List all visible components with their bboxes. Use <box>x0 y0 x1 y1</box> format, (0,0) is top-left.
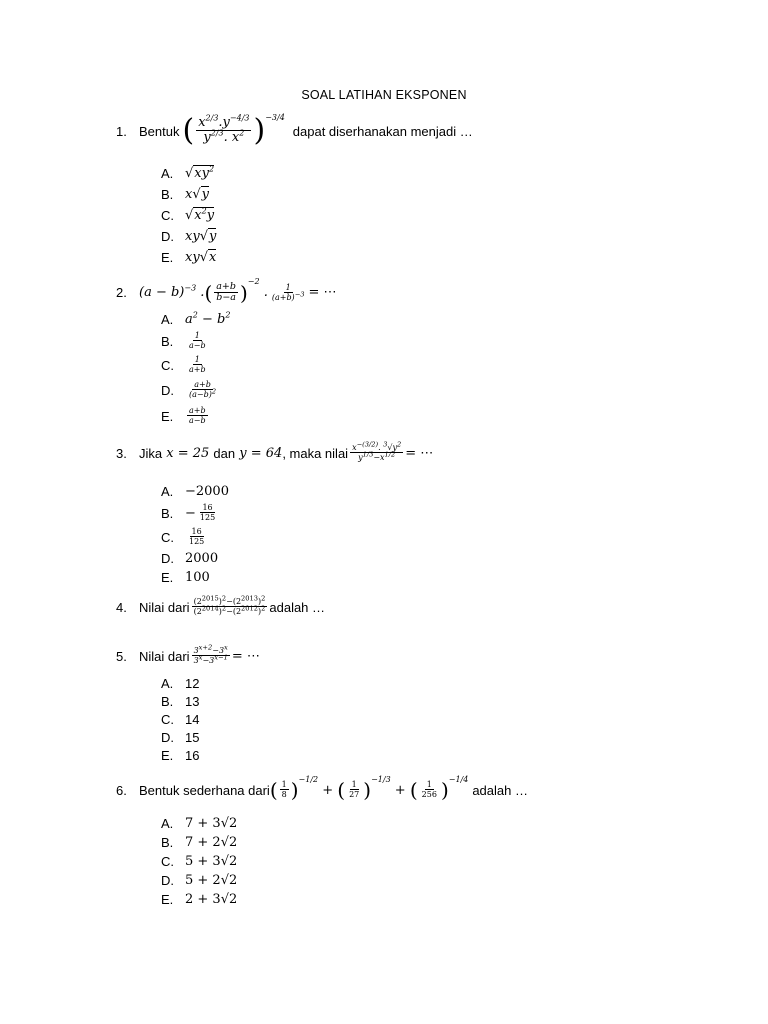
option-value: 7 + 2√2 <box>185 835 238 850</box>
option-item: B. 7 + 2√2 <box>161 835 238 850</box>
option-item: B. − $\frac{16}{125}$ <box>161 501 229 525</box>
option-value: xy√x <box>185 250 217 265</box>
option-value: − $\frac{16}{125}$ <box>185 502 216 523</box>
option-value: $\frac{1}{a+b}$ <box>189 354 206 375</box>
option-item: C. 14 <box>161 711 200 727</box>
option-value: 14 <box>185 711 200 727</box>
question-3: 3. Jika x = 25 dan y = 64 , maka nilai $\frac{x^{-(3/2)}. ^3√y^2}{y^{1/3}-x^{1/2}}$ = ⋯ <box>116 440 434 463</box>
option-item: A. $a^2 - b^2$ <box>161 310 231 327</box>
question-6 <box>116 775 528 802</box>
question-5 <box>116 643 260 666</box>
option-item: C. $√x^2y$ <box>161 206 215 223</box>
option-item: E. xy√x <box>161 250 217 265</box>
question-2: 2. $(a - b)^{-3}$ . ( $\frac{a+b}{b-a}$ ) −2 . $\frac{1}{(a+b)^{-3}}$ = ⋯ <box>116 277 337 305</box>
question-number: 5. <box>116 648 127 664</box>
option-value: 16 <box>185 747 200 763</box>
option-item: E. $\frac{a+b}{a-b}$ <box>161 405 206 426</box>
option-item: A. 12 <box>161 675 200 691</box>
expression-q1: ( <box>182 113 195 148</box>
question-prefix: Nilai dari <box>139 648 190 664</box>
question-suffix: adalah … <box>472 782 528 798</box>
question-prefix: Bentuk <box>139 123 180 139</box>
question-4 <box>116 594 326 617</box>
option-value: $√x^2y$ <box>185 206 215 223</box>
question-1: 1. Bentuk ( $\frac{x^{2/3}.y^{-4/3}}{y^{2/3}. x^2}$ ) −3/4 dapat diserhanakan menjadi … <box>116 113 473 148</box>
options-q6 <box>161 814 237 909</box>
option-item: D. 5 + 2√2 <box>161 873 238 888</box>
option-value: $\frac{a+b}{(a-b)^2}$ <box>189 379 217 400</box>
option-item: B. 13 <box>161 693 200 709</box>
option-item: C. 5 + 3√2 <box>161 854 238 869</box>
question-prefix: Jika <box>139 445 163 461</box>
question-number: 2. <box>116 285 127 301</box>
expression-q5: $\frac{3^{x+2}-3^x}{3^x-3^{x-1}}$ <box>193 643 228 666</box>
question-suffix: dapat diserhanakan menjadi … <box>292 123 473 139</box>
options-q3 <box>161 481 229 587</box>
question-prefix: Nilai dari <box>139 599 190 615</box>
option-item: B. x√y <box>161 187 209 202</box>
option-value: xy√y <box>185 229 217 244</box>
option-value: $\frac{16}{125}$ <box>189 526 205 547</box>
expression-q4: $\frac{(2^{2015})^2-(2^{2013})^2}{(2^{2014})^2-(2^{2012})^2}$ <box>193 594 266 617</box>
option-value: 13 <box>185 693 200 709</box>
expression-q6: ( $\frac{1}{8}$ ) −1/2 + ( $\frac{1}{27}$ ) −1/3 + ( $\frac{1}{256}$ ) −1/4 <box>269 775 469 802</box>
option-value: $√xy^2$ <box>185 164 215 181</box>
option-value: $\frac{a+b}{a-b}$ <box>189 405 206 426</box>
option-value: 5 + 3√2 <box>185 854 238 869</box>
question-suffix: = ⋯ <box>231 648 260 664</box>
option-item: D. xy√y <box>161 229 217 244</box>
options-q5 <box>161 674 199 764</box>
option-item: C. $\frac{16}{125}$ <box>161 526 205 547</box>
option-value: $\frac{1}{a-b}$ <box>189 330 206 351</box>
option-value: 2000 <box>185 551 219 566</box>
expression-q3: $\frac{x^{-(3/2)}. ^3√y^2}{y^{1/3}-x^{1/2}}$ <box>352 440 402 463</box>
option-item: A. $√xy^2$ <box>161 164 215 181</box>
question-suffix: adalah … <box>269 599 326 615</box>
option-item: D. 2000 <box>161 551 219 566</box>
option-value: 12 <box>185 675 200 691</box>
question-suffix: = ⋯ <box>308 285 337 301</box>
question-number: 4. <box>116 599 127 615</box>
option-value: 15 <box>185 729 200 745</box>
expression-q2: $(a - b)^{-3}$ . <box>139 284 205 301</box>
option-item: E. 100 <box>161 570 210 585</box>
option-item: E. 16 <box>161 747 200 763</box>
option-value: 2 + 3√2 <box>185 892 238 907</box>
option-value: 100 <box>185 570 210 585</box>
question-number: 6. <box>116 782 127 798</box>
option-item: E. 2 + 3√2 <box>161 892 238 907</box>
question-number: 3. <box>116 445 127 461</box>
option-value: −2000 <box>185 483 229 499</box>
option-item: B. $\frac{1}{a-b}$ <box>161 330 206 351</box>
question-number: 1. <box>116 123 127 139</box>
option-value: x√y <box>185 187 209 202</box>
option-item: C. $\frac{1}{a+b}$ <box>161 354 206 375</box>
options-q1 <box>161 163 216 268</box>
option-item: A. 7 + 3√2 <box>161 816 238 831</box>
option-value: 7 + 3√2 <box>185 816 238 831</box>
option-item: D. $\frac{a+b}{(a-b)^2}$ <box>161 379 217 400</box>
option-value: 5 + 2√2 <box>185 873 238 888</box>
option-item: D. 15 <box>161 729 200 745</box>
page-title: SOAL LATIHAN EKSPONEN <box>301 88 467 102</box>
options-q2 <box>161 309 230 429</box>
option-value: $a^2 - b^2$ <box>185 310 231 327</box>
question-suffix: = ⋯ <box>405 445 434 461</box>
question-prefix: Bentuk sederhana dari <box>139 782 270 798</box>
option-item: A. −2000 <box>161 483 229 499</box>
